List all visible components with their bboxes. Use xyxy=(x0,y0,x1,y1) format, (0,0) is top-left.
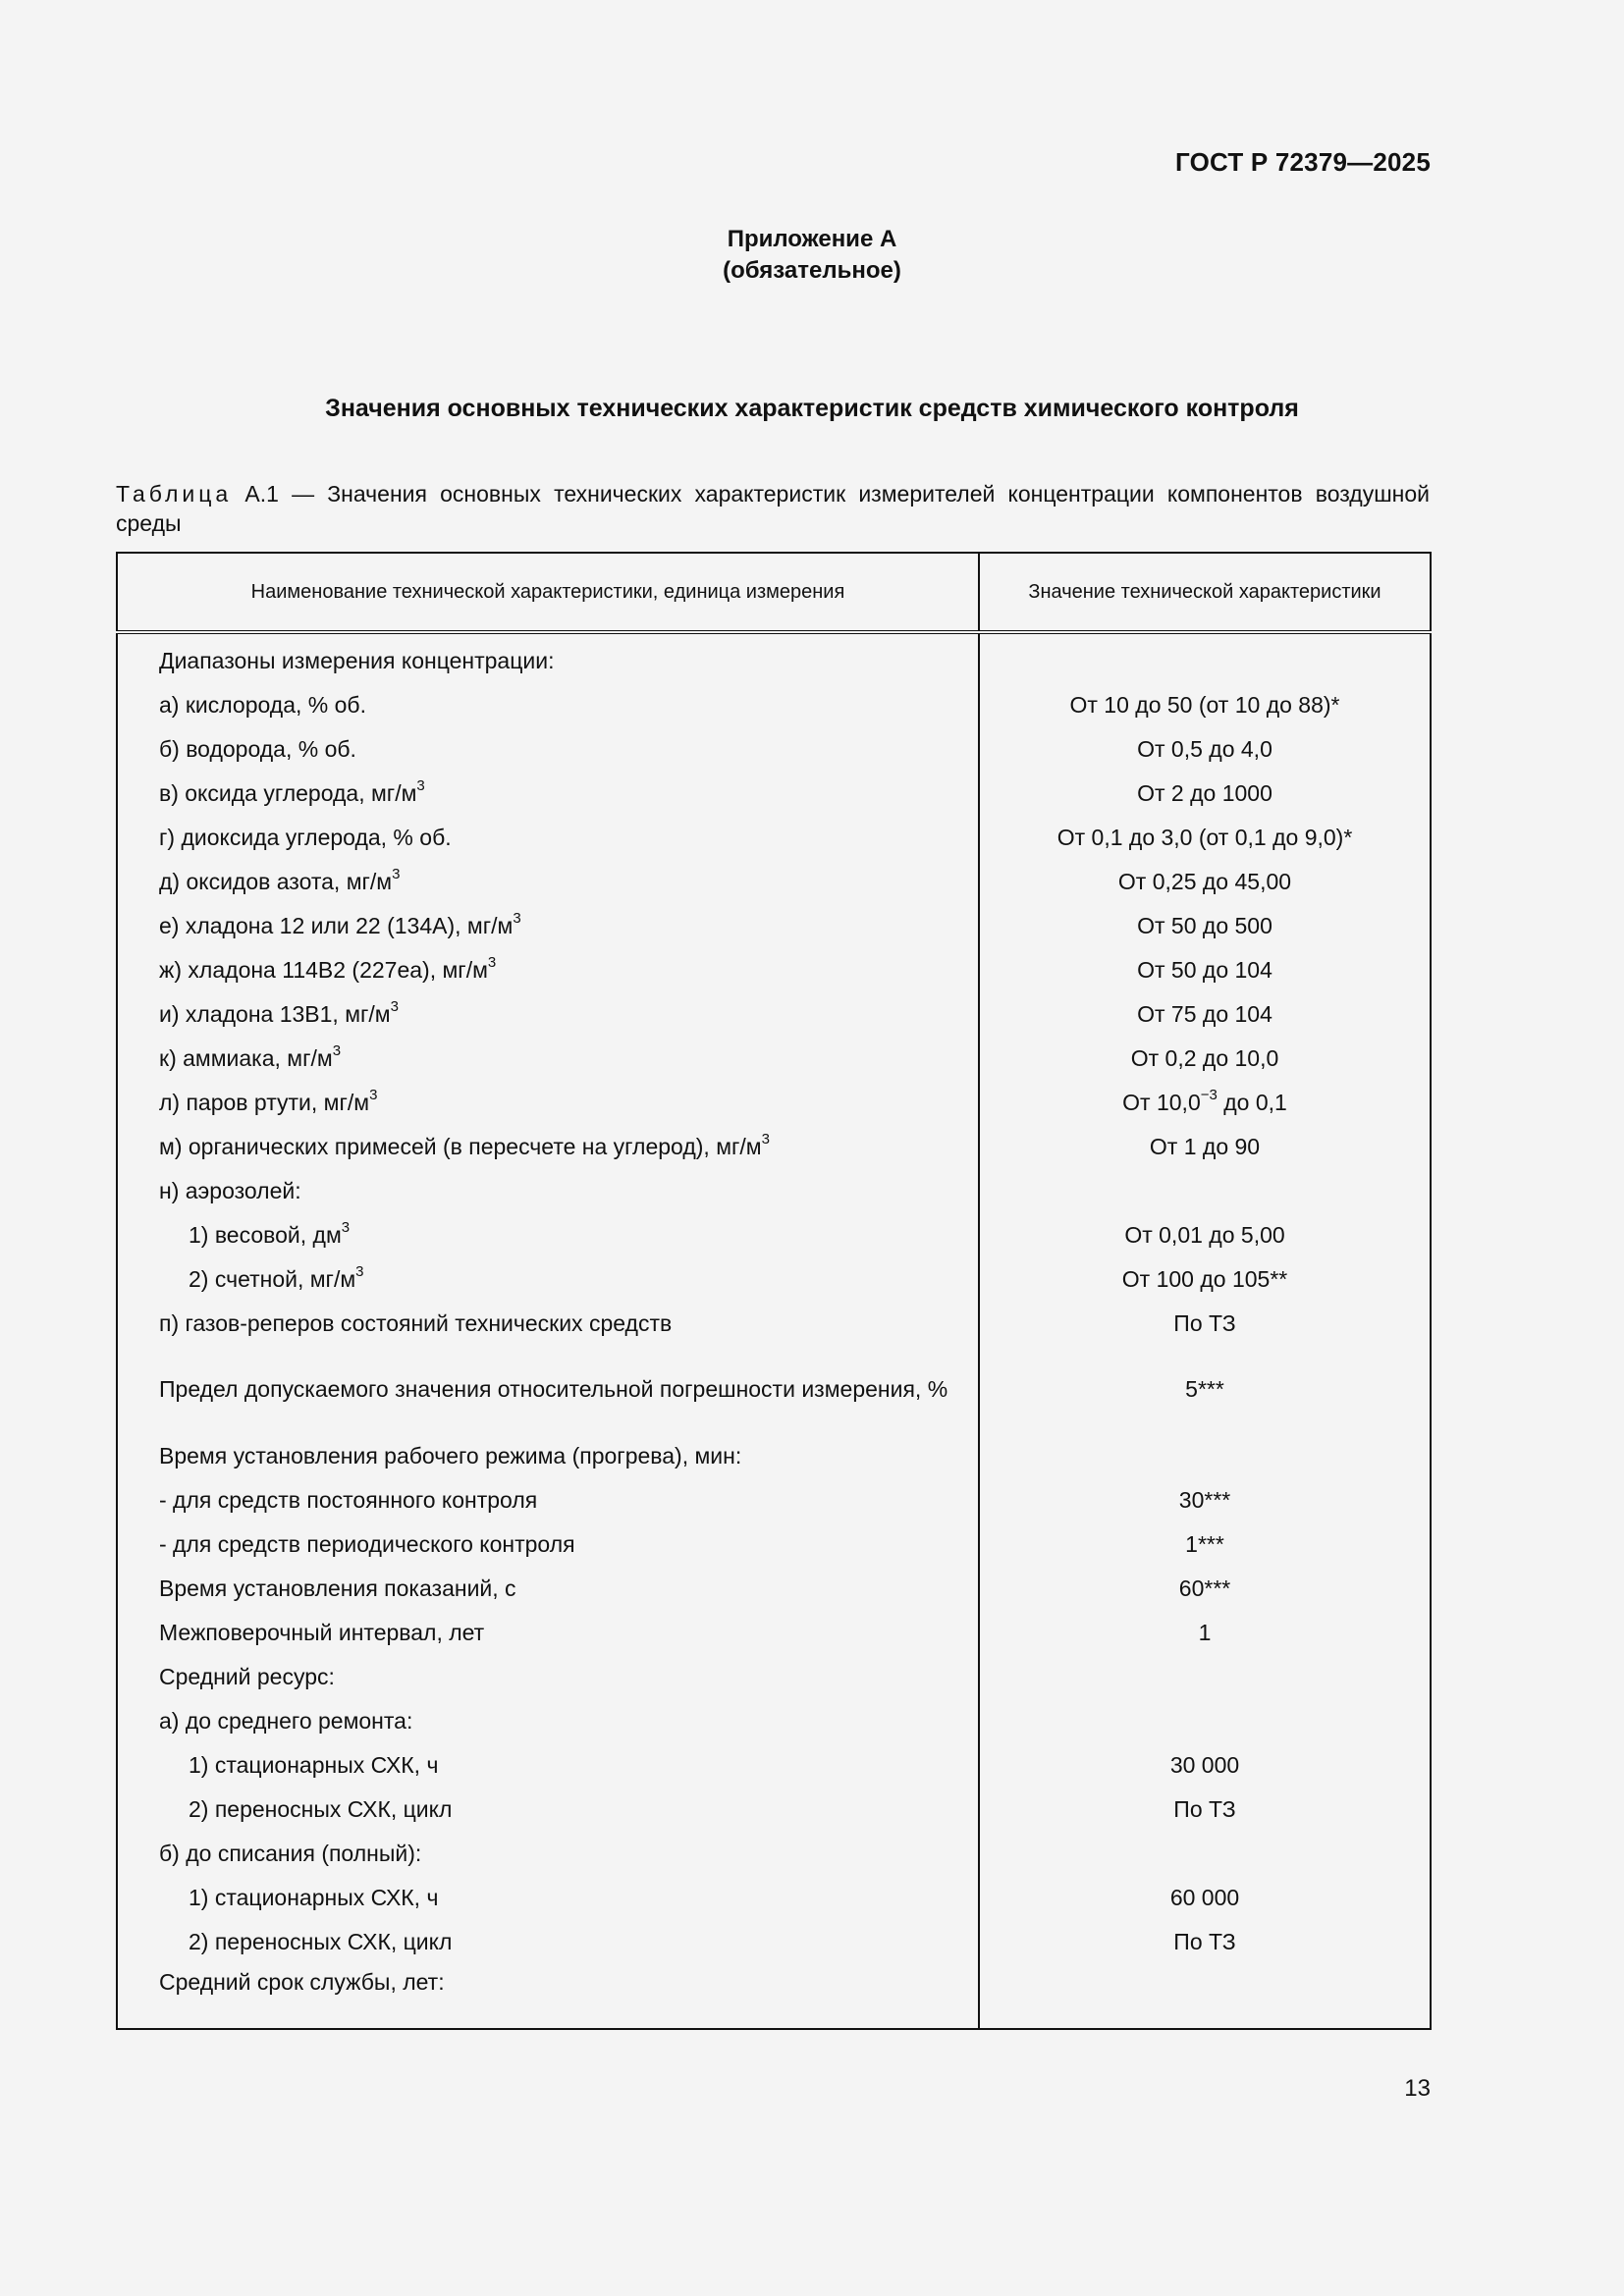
row-value xyxy=(979,1654,1431,1698)
table-row xyxy=(117,1036,1431,1080)
row-name: е) хладона 12 или 22 (134А), $мг/м^3$ xyxy=(117,903,979,947)
appendix-title: Приложение А xyxy=(727,226,897,252)
table-row xyxy=(117,1875,1431,1919)
table-row xyxy=(117,1168,1431,1212)
table-row xyxy=(117,859,1431,903)
row-name: 1) стационарных СХК, ч xyxy=(117,1875,979,1919)
table-row xyxy=(117,1124,1431,1168)
row-name: 1) весовой, $дм^3$ xyxy=(117,1212,979,1256)
row-value xyxy=(979,1963,1431,2029)
row-name: - для средств периодического контроля xyxy=(117,1522,979,1566)
page-number: 13 xyxy=(1404,2075,1431,2102)
row-value: От $10,0^{-3}$ до 0,1 xyxy=(1122,1086,1287,1115)
row-value xyxy=(979,632,1431,682)
table-row xyxy=(117,947,1431,991)
row-value: От 0,1 до 3,0 (от 0,1 до 9,0)* xyxy=(1056,824,1353,850)
row-value: От 10 до 50 (от 10 до 88)* xyxy=(1069,691,1340,718)
row-name: 2) переносных СХК, цикл xyxy=(117,1919,979,1963)
row-name: л) паров ртути, $мг/м^3$ xyxy=(117,1080,979,1124)
row-name: Время установления показаний, с xyxy=(117,1566,979,1610)
column-header-name: Наименование технической характеристики, единица измерения xyxy=(117,553,979,632)
table-row xyxy=(117,991,1431,1036)
row-name: Время установления рабочего режима (прогрева), мин: xyxy=(117,1433,979,1477)
table-row xyxy=(117,1433,1431,1477)
table-row xyxy=(117,1698,1431,1742)
table-header-row xyxy=(117,553,1431,632)
row-name: 2) счетной, $мг/м^3$ xyxy=(117,1256,979,1301)
table-row xyxy=(117,1212,1431,1256)
row-value: По ТЗ xyxy=(1173,1928,1236,1954)
row-name: н) аэрозолей: xyxy=(117,1168,979,1212)
row-name: в) оксида углерода, $мг/м^3$ xyxy=(117,771,979,815)
row-value: От 75 до 104 xyxy=(1137,1000,1272,1027)
row-name: Средний срок службы, лет: xyxy=(117,1963,979,2029)
row-name: Межповерочный интервал, лет xyxy=(117,1610,979,1654)
row-value: От 50 до 104 xyxy=(1137,956,1272,983)
row-value: По ТЗ xyxy=(1173,1309,1236,1336)
row-name: б) до списания (полный): xyxy=(117,1831,979,1875)
characteristics-table xyxy=(116,552,1432,2030)
row-value: От 1 до 90 xyxy=(1149,1133,1261,1159)
row-name: 1) стационарных СХК, ч xyxy=(117,1742,979,1787)
row-name: Предел допускаемого значения относительной погрешности измерения, % xyxy=(117,1345,979,1433)
section-title: Значения основных технических характеристик средств химического контроля xyxy=(325,395,1299,422)
table-row xyxy=(117,1477,1431,1522)
row-value: 30 000 xyxy=(1169,1751,1240,1778)
row-name: б) водорода, % об. xyxy=(117,726,979,771)
appendix-heading xyxy=(0,224,1624,287)
table-caption xyxy=(116,479,1430,538)
table-row xyxy=(117,1919,1431,1963)
table-row xyxy=(117,903,1431,947)
table-row xyxy=(117,1522,1431,1566)
table-caption-text: А.1 — Значения основных технических характеристик измерителей концентрации компонентов воздушной среды xyxy=(116,481,1431,536)
row-value: От 50 до 500 xyxy=(1137,912,1272,938)
row-name: а) до среднего ремонта: xyxy=(117,1698,979,1742)
standard-code: ГОСТ Р 72379—2025 xyxy=(1175,147,1431,177)
row-name: д) оксидов азота, $мг/м^3$ xyxy=(117,859,979,903)
row-value: 60*** xyxy=(1178,1575,1231,1601)
table-row xyxy=(117,1566,1431,1610)
table-row xyxy=(117,1831,1431,1875)
table-row xyxy=(117,726,1431,771)
table-row xyxy=(117,1301,1431,1345)
row-value: От 0,5 до 4,0 xyxy=(1137,735,1272,762)
row-value xyxy=(979,1433,1431,1477)
row-name: к) аммиака, $мг/м^3$ xyxy=(117,1036,979,1080)
row-value: От 0,2 до 10,0 xyxy=(1130,1044,1279,1071)
row-name: ж) хладона 114В2 (227еа), $мг/м^3$ xyxy=(117,947,979,991)
row-name: 2) переносных СХК, цикл xyxy=(117,1787,979,1831)
row-value: 30*** xyxy=(1178,1486,1231,1513)
table-row xyxy=(117,1787,1431,1831)
row-name: Средний ресурс: xyxy=(117,1654,979,1698)
appendix-status: (обязательное) xyxy=(723,257,901,284)
row-value: 1*** xyxy=(1185,1530,1224,1557)
table-row xyxy=(117,1345,1431,1433)
row-value: 5*** xyxy=(1185,1376,1224,1402)
row-name: а) кислорода, % об. xyxy=(117,682,979,726)
row-value xyxy=(979,1168,1431,1212)
row-name: п) газов-реперов состояний технических средств xyxy=(117,1301,979,1345)
row-value: От 100 до 105** xyxy=(1121,1265,1288,1292)
row-value xyxy=(979,1698,1431,1742)
row-value: 60 000 xyxy=(1169,1884,1240,1910)
row-name: г) диоксида углерода, % об. xyxy=(117,815,979,859)
row-value: От 0,25 до 45,00 xyxy=(1117,868,1292,894)
table-row xyxy=(117,815,1431,859)
row-name: Диапазоны измерения концентрации: xyxy=(117,632,979,682)
table-row xyxy=(117,632,1431,682)
row-value xyxy=(979,1831,1431,1875)
row-name: м) органических примесей (в пересчете на углерод), $мг/м^3$ xyxy=(117,1124,979,1168)
table-row xyxy=(117,1742,1431,1787)
table-row xyxy=(117,682,1431,726)
row-value: От 0,01 до 5,00 xyxy=(1124,1221,1285,1248)
column-header-value: Значение технической характеристики xyxy=(979,553,1431,632)
table-row xyxy=(117,1610,1431,1654)
table-row xyxy=(117,1256,1431,1301)
row-value: От 2 до 1000 xyxy=(1137,779,1272,806)
row-value: По ТЗ xyxy=(1173,1795,1236,1822)
row-name: - для средств постоянного контроля xyxy=(117,1477,979,1522)
table-row xyxy=(117,1963,1431,2029)
row-name: и) хладона 13В1, $мг/м^3$ xyxy=(117,991,979,1036)
table-row xyxy=(117,1654,1431,1698)
table-caption-label: Таблица xyxy=(116,481,233,507)
row-value: 1 xyxy=(1198,1619,1212,1645)
table-row xyxy=(117,1080,1431,1124)
table-row xyxy=(117,771,1431,815)
